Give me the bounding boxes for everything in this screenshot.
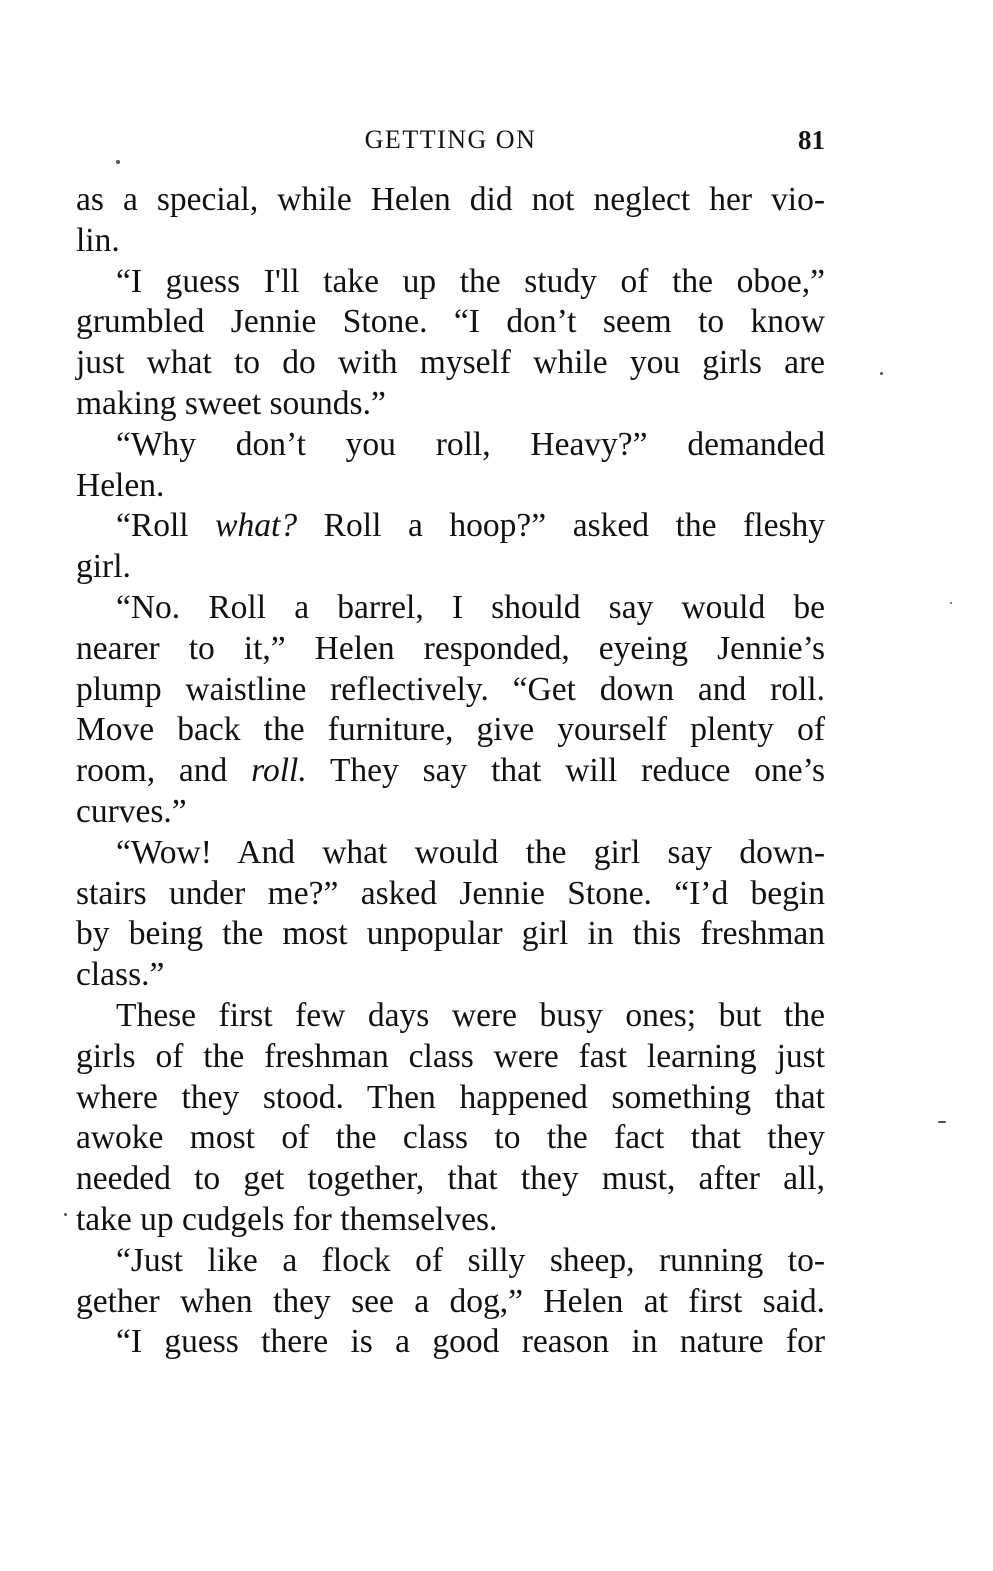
text-line: needed to get together, that they must, after all, <box>76 1160 825 1198</box>
text-line: Move back the furniture, give yourself plenty of <box>76 711 825 749</box>
text-line: “Wow! And what would the girl say down- <box>116 833 825 871</box>
text-line: “No. Roll a barrel, I should say would be <box>116 588 825 626</box>
scan-speck <box>880 372 883 375</box>
text-line: as a special, while Helen did not neglect her vio- <box>76 181 825 218</box>
text-line: class.” <box>76 956 165 994</box>
page-number: 81 <box>798 125 825 155</box>
text-line: “I guess I'll take up the study of the oboe,” <box>116 262 825 300</box>
text-line: curves.” <box>76 792 187 830</box>
text-line: grumbled Jennie Stone. “I don’t seem to know <box>76 303 825 341</box>
text-line: where they stood. Then happened something that <box>76 1078 825 1116</box>
text-line: making sweet sounds.” <box>76 384 386 422</box>
text-line: girl. <box>76 548 131 586</box>
text-line: take up cudgels for themselves. <box>76 1200 498 1238</box>
scan-speck <box>950 602 952 604</box>
text-segment: “Roll <box>116 507 216 545</box>
text-line: just what to do with myself while you girls are <box>76 344 825 382</box>
text-segment: Roll a hoop?” asked the fleshy <box>297 507 825 545</box>
text-line: by being the most unpopular girl in this freshman <box>76 915 825 953</box>
text-line: nearer to it,” Helen responded, eyeing Jennie’s <box>76 629 825 667</box>
italic-text: what? <box>215 507 298 545</box>
text-line <box>76 506 825 547</box>
text-line: “Why don’t you roll, Heavy?” demanded <box>116 425 825 463</box>
scan-speck <box>64 1213 67 1216</box>
text-line: plump waistline reflectively. “Get down and roll. <box>76 670 825 708</box>
scan-speck <box>938 1121 946 1123</box>
text-line: These first few days were busy ones; but the <box>116 996 825 1034</box>
text-line <box>76 751 825 792</box>
text-line: “I guess there is a good reason in nature for <box>116 1323 825 1361</box>
text-line: awoke most of the class to the fact that they <box>76 1119 825 1157</box>
text-segment: They say that will reduce one’s <box>306 752 825 790</box>
body-text <box>76 180 825 1363</box>
text-line: Helen. <box>76 466 165 504</box>
running-head <box>76 120 825 160</box>
text-line: girls of the freshman class were fast learning just <box>76 1037 825 1075</box>
text-segment: room, and <box>76 752 252 790</box>
italic-text: roll. <box>251 752 307 790</box>
running-title: GETTING ON <box>364 125 537 154</box>
scan-speck <box>116 160 120 164</box>
text-line: gether when they see a dog,” Helen at first said. <box>76 1282 825 1320</box>
text-line: stairs under me?” asked Jennie Stone. “I’d begin <box>76 874 825 912</box>
text-line: “Just like a flock of silly sheep, running to- <box>116 1241 825 1279</box>
text-line: lin. <box>76 221 120 259</box>
